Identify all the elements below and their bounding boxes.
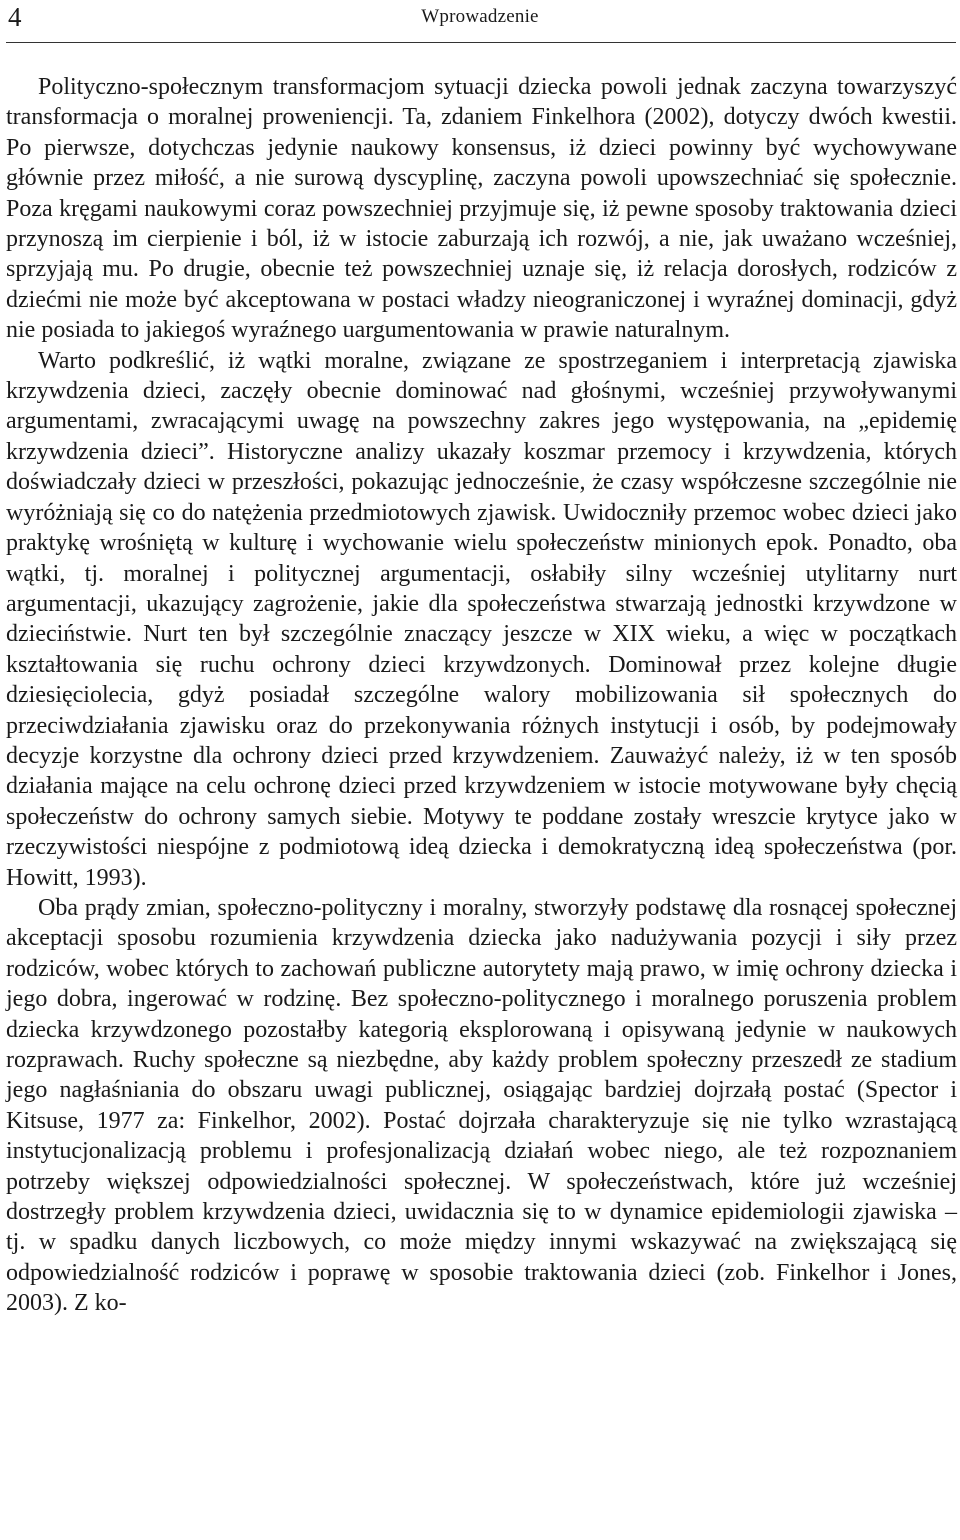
- body-text: [6, 72, 957, 1319]
- paragraph: Oba prądy zmian, społeczno-polityczny i moralny, stworzyły podstawę dla rosnącej społecznej akceptacji sposobu rozumienia krzywdzenia dziecka jako nadużywania pozycji i siły przez rodziców, wobec których to zachowań publiczne autorytety mają prawo, w imię ochrony dziecka i jego dobra, ingerować w rodzinę. Bez społeczno-politycznego i moralnego poruszenia problem dziecka krzywdzonego pozostałby kategorią eksplorowaną i opisywaną jedynie w naukowych rozprawach. Ruchy społeczne są niezbędne, aby każdy problem społeczny przeszedł ze stadium jego nagłaśniania do obszaru uwagi publicznej, osiągając bardziej dojrzałą postać (Spector i Kitsuse, 1977 za: Finkelhor, 2002). Postać dojrzała charakteryzuje się nie tylko wzrastającą instytucjonalizacją problemu i profesjonalizacją działań wobec niego, ale też rozpoznaniem potrzeby większej odpowiedzialności społecznej. W społeczeństwach, które już wcześniej dostrzegły problem krzywdzenia dzieci, uwidacznia się to w dynamice epidemiologii zjawiska – tj. w spadku danych liczbowych, co może między innymi wskazywać na zwiększającą się odpowiedzialność rodziców i poprawę w sposobie traktowania dzieci (zob. Finkelhor i Jones, 2003). Z ko-: [6, 894, 957, 1317]
- page-number: 4: [8, 2, 22, 32]
- header-divider: [6, 42, 956, 43]
- paragraph: Warto podkreślić, iż wątki moralne, związane ze spostrzeganiem i interpretacją zjawiska krzywdzenia dzieci, zaczęły obecnie dominować nad głośnymi, wcześniej przywoływanymi argumentami, zwracającymi uwagę na powszechny zakres jego występowania, na „epidemię krzywdzenia dzieci”. Historyczne analizy ukazały koszmar przemocy i krzywdzenia, których doświadczały dzieci w przeszłości, pokazując jednocześnie, że czasy współczesne szczególnie nie wyróżniają się co do natężenia przedmiotowych zjawisk. Uwidoczniły przemoc wobec dzieci jako praktykę wrośniętą w kulturę i wychowanie wielu społeczeństw minionych epok. Ponadto, oba wątki, tj. moralnej i politycznej argumentacji, osłabiły silny wcześniej utylitarny nurt argumentacji, ukazujący zagrożenie, jakie dla społeczeństwa stwarzają jednostki krzywdzone w dzieciństwie. Nurt ten był szczególnie znaczący jeszcze w XIX wieku, a więc w początkach kształtowania się ruchu ochrony dzieci krzywdzonych. Dominował przez kolejne długie dziesięciolecia, gdyż posiadał szczególne walory mobilizowania sił społecznych do przeciwdziałania zjawisku oraz do przekonywania różnych instytucji i osób, by podejmowały decyzje korzystne dla ochrony dzieci przed krzywdzeniem. Zauważyć należy, iż w ten sposób działania mające na celu ochronę dzieci przed krzywdzeniem w istocie motywowane były chęcią społeczeństw do ochrony samych siebie. Motywy te poddane zostały wreszcie krytyce jako w rzeczywistości niespójne z podmiotową ideą dziecka i demokratyczną ideą społeczeństwa (por. Howitt, 1993).: [6, 347, 957, 891]
- paragraph: Polityczno-społecznym transformacjom sytuacji dziecka powoli jednak zaczyna towarzyszyć transformacja o moralnej proweniencji. Ta, zdaniem Finkelhora (2002), dotyczy dwóch kwestii. Po pierwsze, dotychczas jedynie naukowy konsensus, iż dzieci powinny być wychowywane głównie przez miłość, a nie surową dyscyplinę, zaczyna powoli upowszechniać się społecznie. Poza kręgami naukowymi coraz powszechniej przyjmuje się, iż pewne sposoby traktowania dzieci przynoszą im cierpienie i ból, iż w istocie zaburzają ich rozwój, a nie, jak uważano wcześniej, sprzyjają mu. Po drugie, obecnie też powszechniej uznaje się, iż relacja dorosłych, rodziców z dziećmi nie może być akceptowana w postaci władzy nieograniczonej i wyraźnej dominacji, gdyż nie posiada to jakiegoś wyraźnego uargumentowania w prawie naturalnym.: [6, 74, 957, 344]
- running-head-title: Wprowadzenie: [421, 6, 539, 27]
